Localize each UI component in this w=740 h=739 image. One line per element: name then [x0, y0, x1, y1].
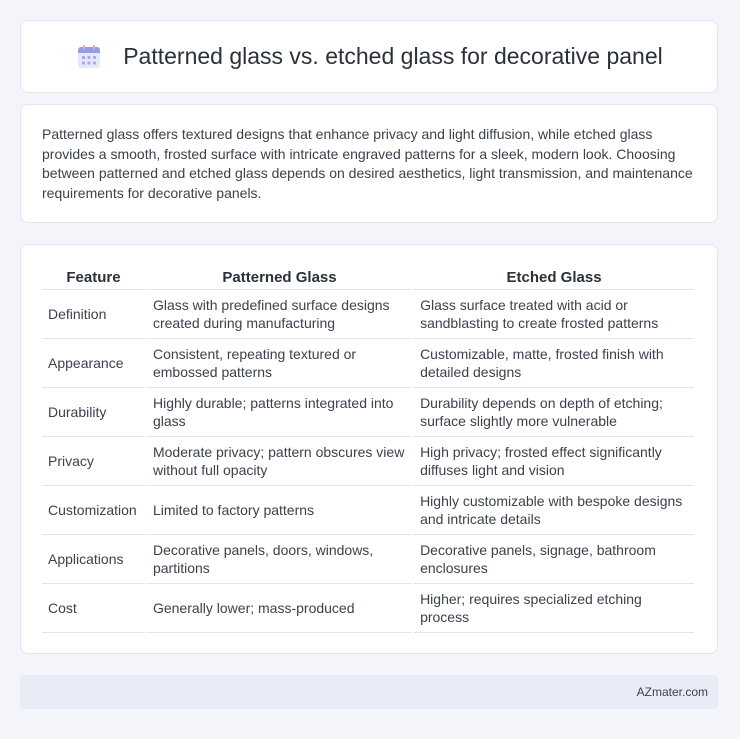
row-patterned: Generally lower; mass-produced	[147, 584, 412, 633]
table-row	[42, 339, 694, 388]
table-row	[42, 486, 694, 535]
row-etched: Higher; requires specialized etching process	[414, 584, 694, 633]
row-patterned: Highly durable; patterns integrated into glass	[147, 388, 412, 437]
table-header-row	[42, 265, 694, 290]
row-etched: Customizable, matte, frosted finish with detailed designs	[414, 339, 694, 388]
row-feature: Cost	[42, 584, 145, 633]
row-patterned: Limited to factory patterns	[147, 486, 412, 535]
row-etched: High privacy; frosted effect significantly diffuses light and vision	[414, 437, 694, 486]
row-patterned: Consistent, repeating textured or embossed patterns	[147, 339, 412, 388]
page-title	[75, 43, 663, 71]
comparison-table-card	[20, 244, 718, 654]
intro-text: Patterned glass offers textured designs that enhance privacy and light diffusion, while etched glass provides a smooth, frosted surface with intricate engraved patterns for a sleek, modern look. Choosing between patterned and etched glass depends on desired aesthetics, light transmission, and maintenance requirements for decorative panels.	[42, 126, 693, 201]
row-patterned: Decorative panels, doors, windows, partitions	[147, 535, 412, 584]
column-header-patterned-glass: Patterned Glass	[147, 265, 412, 290]
row-etched: Durability depends on depth of etching; surface slightly more vulnerable	[414, 388, 694, 437]
row-patterned: Moderate privacy; pattern obscures view without full opacity	[147, 437, 412, 486]
row-feature: Appearance	[42, 339, 145, 388]
comparison-table	[40, 265, 696, 633]
row-etched: Glass surface treated with acid or sandblasting to create frosted patterns	[414, 290, 694, 339]
table-row	[42, 535, 694, 584]
title-card	[20, 20, 718, 93]
table-row	[42, 290, 694, 339]
row-feature: Privacy	[42, 437, 145, 486]
row-feature: Definition	[42, 290, 145, 339]
row-feature: Customization	[42, 486, 145, 535]
calendar-icon	[75, 43, 103, 71]
page-title-text: Patterned glass vs. etched glass for decorative panel	[123, 43, 663, 69]
row-feature: Applications	[42, 535, 145, 584]
column-header-feature: Feature	[42, 265, 145, 290]
table-row	[42, 584, 694, 633]
table-row	[42, 437, 694, 486]
row-patterned: Glass with predefined surface designs created during manufacturing	[147, 290, 412, 339]
row-etched: Highly customizable with bespoke designs and intricate details	[414, 486, 694, 535]
table-row	[42, 388, 694, 437]
column-header-etched-glass: Etched Glass	[414, 265, 694, 290]
row-etched: Decorative panels, signage, bathroom enclosures	[414, 535, 694, 584]
row-feature: Durability	[42, 388, 145, 437]
intro-card	[20, 104, 718, 223]
footer	[20, 675, 718, 709]
footer-brand-link[interactable]: AZmater.com	[636, 685, 708, 699]
